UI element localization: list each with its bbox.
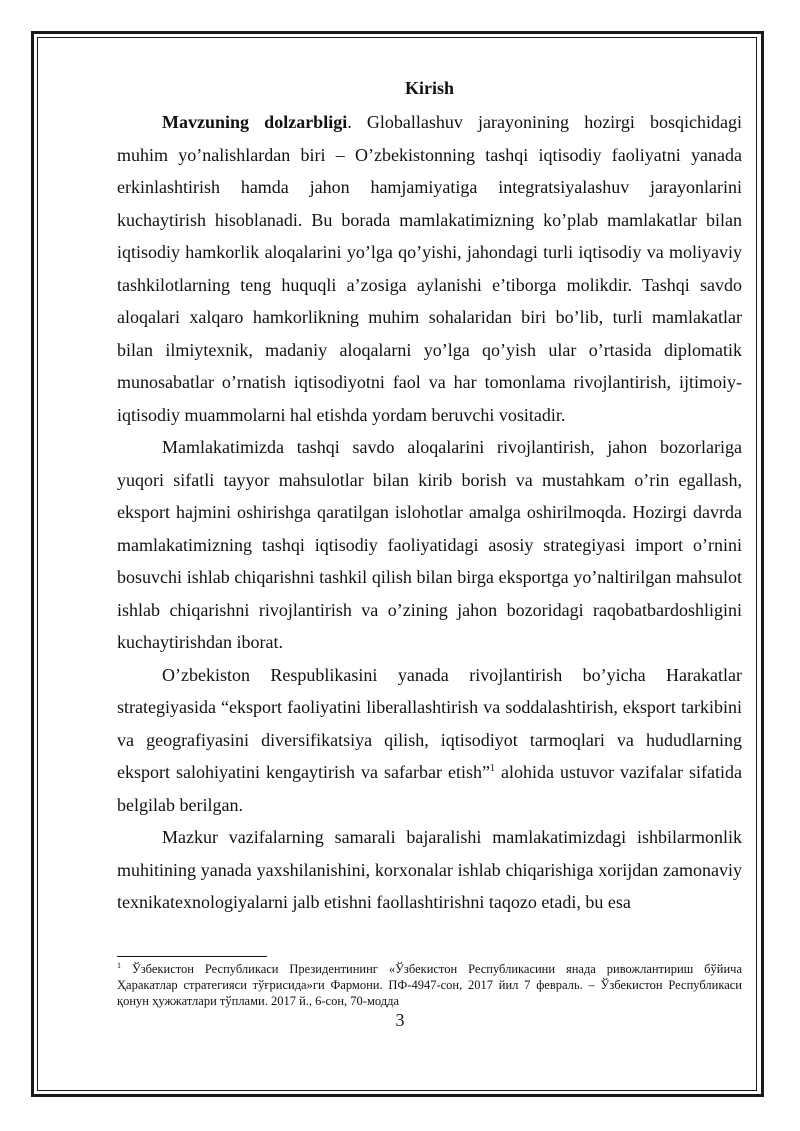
- paragraph-1: [117, 106, 742, 431]
- footnote-text: Ўзбекистон Республикаси Президентининг «Ўзбекистон Республикасини янада ривожлантириш бўйича Ҳаракатлар стратегияси тўғрисида»ги Фармони. ПФ-4947-сон, 2017 йил 7 февраль. – Ўзбекистон Республикаси қонун ҳужжатлари тўплами. 2017 й., 6-сон, 70-модда: [117, 962, 742, 1008]
- footnote: [117, 961, 742, 1009]
- document-body: [117, 70, 742, 919]
- footnote-mark: 1: [117, 960, 121, 970]
- paragraph-4: Mazkur vazifalarning samarali bajaralishi mamlakatimizdagi ishbilarmonlik muhitining yanada yaxshilanishini, korxonalar ishlab chiqarishiga xorijdan zamonaviy texnikatexnologiyalarni jalb etishni faollashtirishni taqozo etadi, bu esa: [117, 827, 742, 912]
- paragraph-2: Mamlakatimizda tashqi savdo aloqalarini rivojlantirish, jahon bozorlariga yuqori sifatli tayyor mahsulotlar bilan kirib borish va mustahkam o’rin egallash, eksport hajmini oshirishga qaratilgan islohotlar amalga oshirilmoqda. Hozirgi davrda mamlakatimizning tashqi iqtisodiy faoliyatidagi asosiy strategiyasi import o’rnini bosuvchi ishlab chiqarishni tashkil qilish bilan birga eksportga yo’naltirilgan mahsulot ishlab chiqarishni rivojlantirish va o’zining jahon bozoridagi raqobatbardoshligini kuchaytirishdan iborat.: [117, 437, 742, 652]
- paragraph-3: [117, 659, 742, 822]
- paragraph-1-text: . Globallashuv jarayonining hozirgi bosqichidagi muhim yo’nalishlardan biri – O’zbekistonning tashqi iqtisodiy faoliyatni yanada erkinlashtirish hamda jahon hamjamiyatiga integratsiyalashuv jarayonlarini kuchaytirish hisoblanadi. Bu borada mamlakatimizning ko’plab mamlakatlar bilan iqtisodiy hamkorlik aloqalarini yo’lga qo’yishi, jahondagi turli iqtisodiy va moliyaviy tashkilotlarning teng huquqli a’zosiga aylanishi e’tiborga molikdir. Tashqi savdo aloqalari xalqaro hamkorlikning muhim sohalaridan biri bo’lib, turli mamlakatlar bilan ilmiytexnik, madaniy aloqalarni yo’lga qo’yish ular o’rtasida diplomatik munosabatlar o’rnatish iqtisodiyotni faol va har tomonlama rivojlantirish, ijtimoiy-iqtisodiy muammolarni hal etishda yordam beruvchi vositadir.: [117, 112, 743, 425]
- paragraph-3-tail: alohida ustuvor vazifalar sifatida belgilab berilgan.: [117, 762, 742, 815]
- page-title: Kirish: [404, 78, 454, 98]
- footnote-separator: [117, 956, 267, 957]
- page-number: 3: [395, 1010, 405, 1030]
- paragraph-3-text: O’zbekiston Respublikasini yanada rivojlantirish bo’yicha Harakatlar strategiyasida “eksport faoliyatini liberallashtirish va soddalashtirish, eksport tarkibini va geografiyasini diversifikatsiya qilish, iqtisodiyot tarmoqlari va hududlarning eksport salohiyatini kengaytirish va safarbar etish”: [117, 664, 742, 782]
- footnote-reference[interactable]: 1: [490, 763, 495, 774]
- paragraph-1-lead: Mavzuning dolzarbligi: [162, 112, 348, 132]
